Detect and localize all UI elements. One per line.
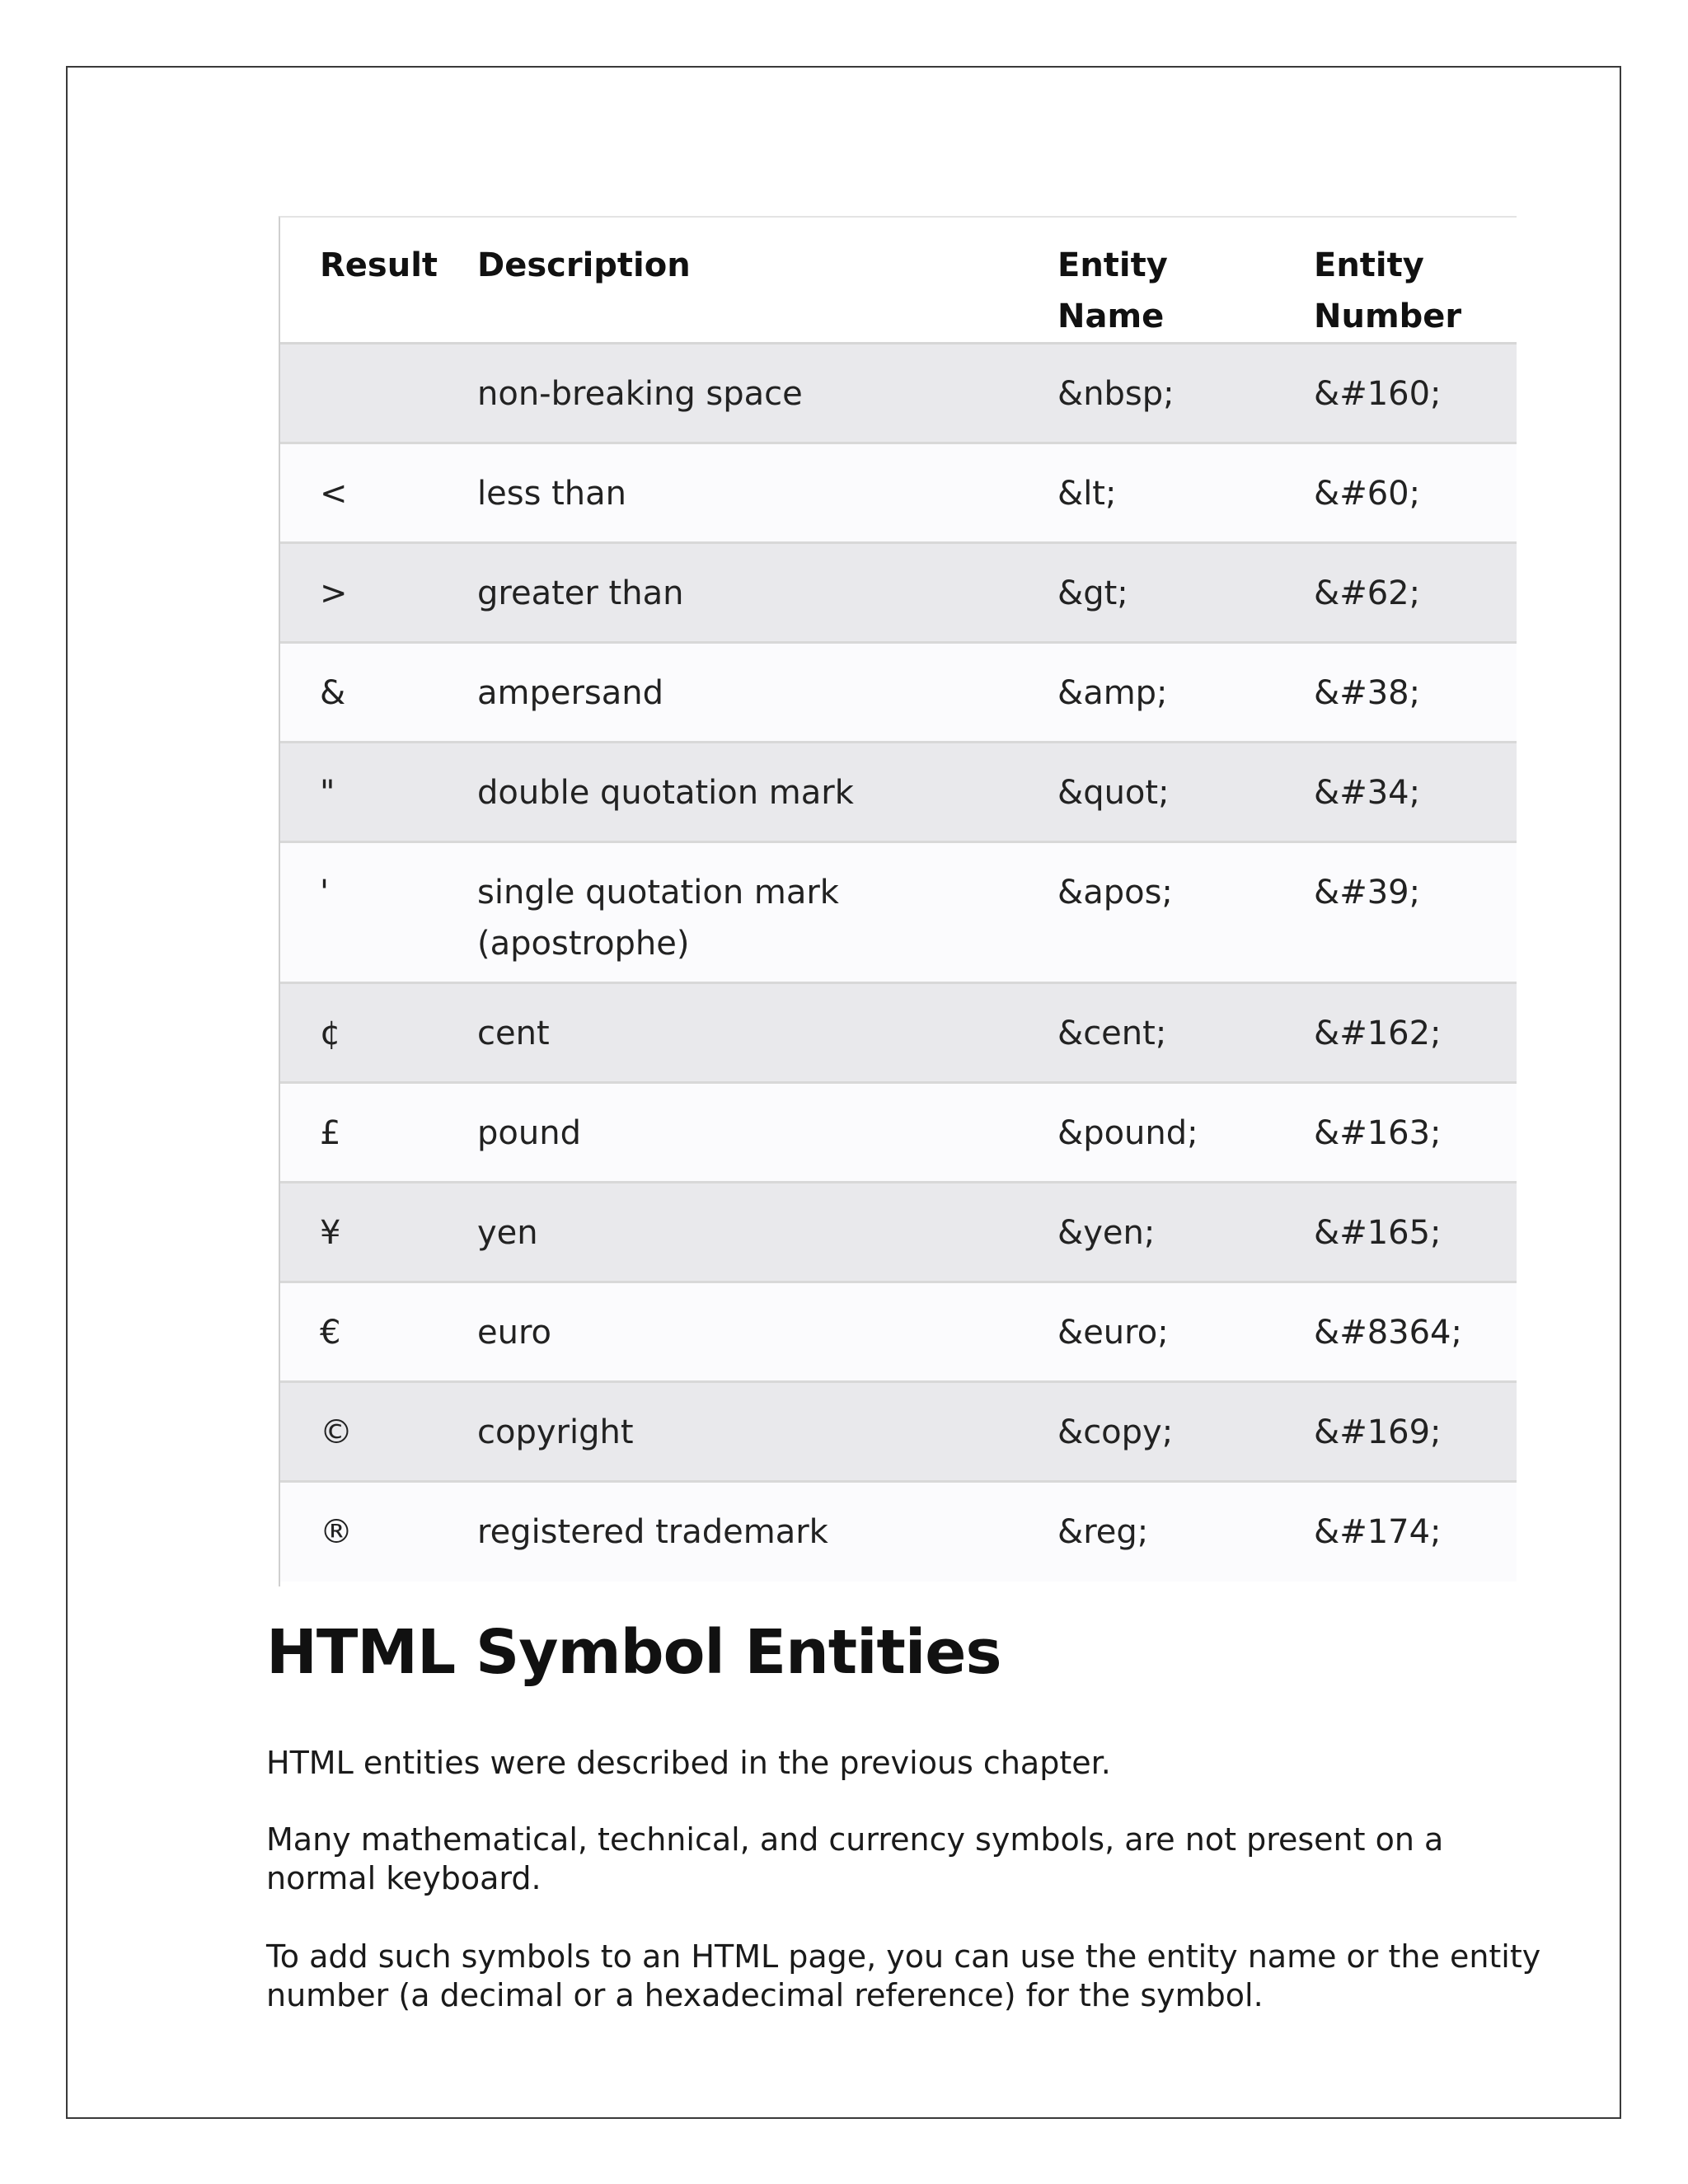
description-cell: ampersand (477, 643, 1057, 743)
header-entity-number: Entity Number (1314, 218, 1517, 344)
description-cell: greater than (477, 543, 1057, 643)
description-cell: pound (477, 1083, 1057, 1183)
paragraph-symbols: Many mathematical, technical, and currency symbols, are not present on a normal keyboard. (266, 1821, 1444, 1896)
description-cell: registered trademark (477, 1482, 1057, 1582)
paragraph-usage: To add such symbols to an HTML page, you can use the entity name or the entity number (a decimal or a hexadecimal reference) for the symbol. (266, 1938, 1541, 2013)
entity-number-cell: &#165; (1314, 1183, 1517, 1282)
entity-number-cell: &#62; (1314, 543, 1517, 643)
result-cell: ¢ (280, 983, 477, 1083)
result-cell: > (280, 543, 477, 643)
table-row (280, 1282, 1517, 1382)
table-row (280, 1482, 1517, 1582)
entity-table-container (279, 216, 1517, 1586)
section-title: HTML Symbol Entities (266, 1617, 1001, 1688)
entity-number-cell: &#160; (1314, 344, 1517, 443)
description-cell: cent (477, 983, 1057, 1083)
paragraph-intro: HTML entities were described in the previous chapter. (266, 1745, 1111, 1781)
entity-name-cell: &euro; (1057, 1282, 1314, 1382)
entity-number-cell: &#169; (1314, 1382, 1517, 1482)
table-row (280, 743, 1517, 842)
entity-name-cell: &yen; (1057, 1183, 1314, 1282)
page-frame (66, 66, 1621, 2119)
entity-number-cell: &#162; (1314, 983, 1517, 1083)
header-description: Description (477, 218, 1057, 344)
result-cell: © (280, 1382, 477, 1482)
result-cell: " (280, 743, 477, 842)
header-result: Result (280, 218, 477, 344)
description-cell: less than (477, 443, 1057, 543)
result-cell: £ (280, 1083, 477, 1183)
table-row (280, 842, 1517, 983)
result-cell: & (280, 643, 477, 743)
table-header-row (280, 218, 1517, 344)
entity-name-cell: &pound; (1057, 1083, 1314, 1183)
result-cell (280, 344, 477, 443)
entity-number-cell: &#174; (1314, 1482, 1517, 1582)
result-cell: ' (280, 842, 477, 983)
entity-name-cell: &apos; (1057, 842, 1314, 983)
result-cell: ¥ (280, 1183, 477, 1282)
entity-table (280, 218, 1517, 1582)
entity-name-cell: &cent; (1057, 983, 1314, 1083)
description-cell: single quotation mark (apostrophe) (477, 842, 1057, 983)
entity-name-cell: &quot; (1057, 743, 1314, 842)
entity-number-cell: &#8364; (1314, 1282, 1517, 1382)
table-row (280, 1382, 1517, 1482)
result-cell: € (280, 1282, 477, 1382)
table-row (280, 344, 1517, 443)
entity-name-cell: &copy; (1057, 1382, 1314, 1482)
table-row (280, 643, 1517, 743)
description-cell: yen (477, 1183, 1057, 1282)
entity-name-cell: &amp; (1057, 643, 1314, 743)
entity-name-cell: &reg; (1057, 1482, 1314, 1582)
entity-number-cell: &#60; (1314, 443, 1517, 543)
description-cell: copyright (477, 1382, 1057, 1482)
entity-name-cell: &gt; (1057, 543, 1314, 643)
result-cell: < (280, 443, 477, 543)
entity-name-cell: &nbsp; (1057, 344, 1314, 443)
result-cell: ® (280, 1482, 477, 1582)
entity-name-cell: &lt; (1057, 443, 1314, 543)
header-entity-name: Entity Name (1057, 218, 1314, 344)
table-row (280, 1083, 1517, 1183)
table-row (280, 443, 1517, 543)
entity-number-cell: &#163; (1314, 1083, 1517, 1183)
description-cell: double quotation mark (477, 743, 1057, 842)
table-row (280, 543, 1517, 643)
description-cell: non-breaking space (477, 344, 1057, 443)
description-cell: euro (477, 1282, 1057, 1382)
entity-number-cell: &#39; (1314, 842, 1517, 983)
entity-number-cell: &#38; (1314, 643, 1517, 743)
table-row (280, 1183, 1517, 1282)
entity-number-cell: &#34; (1314, 743, 1517, 842)
table-row (280, 983, 1517, 1083)
